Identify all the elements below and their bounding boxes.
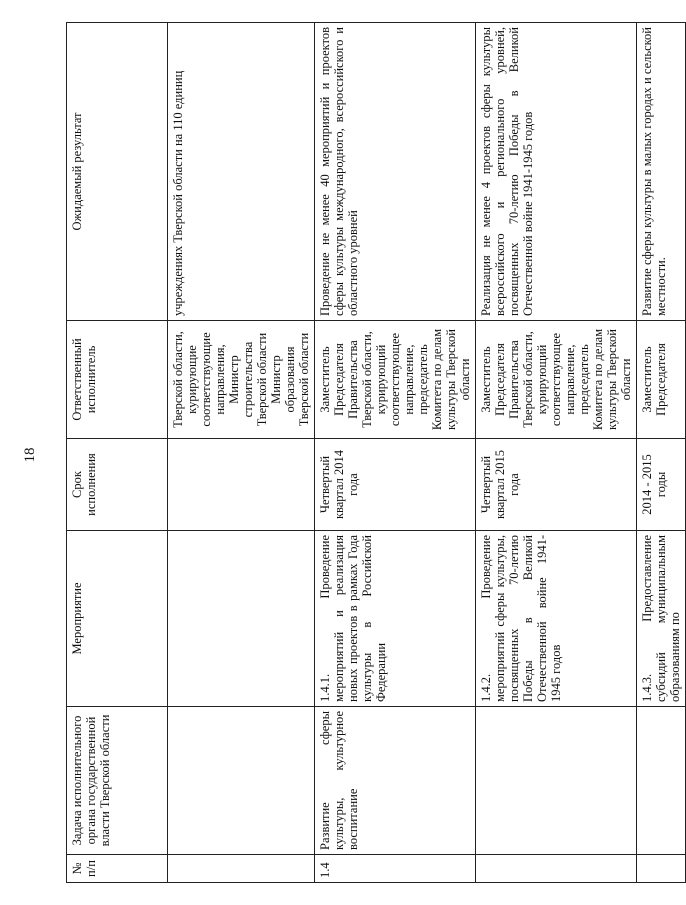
cell-result: учреждениях Тверской области на 110 единиц (168, 23, 315, 321)
cell-task (637, 707, 686, 855)
header-term: Срок исполнения (67, 439, 168, 531)
cell-executor: Заместитель Председателя (637, 321, 686, 439)
header-task: Задача исполнительного органа государственной власти Тверской области (67, 707, 168, 855)
table-row (168, 23, 315, 883)
cell-event: 1.4.3. Предоставление субсидий муниципальным образованиям по (637, 531, 686, 707)
cell-num (637, 855, 686, 883)
table-row (476, 23, 637, 883)
cell-term: 2014 - 2015 годы (637, 439, 686, 531)
cell-result: Развитие сферы культуры в малых городах и сельской местности. (637, 23, 686, 321)
header-executor: Ответственный исполнитель (67, 321, 168, 439)
cell-event: 1.4.1. Проведение мероприятий и реализация новых проектов в рамках Года культуры в Российской Федерации (315, 531, 476, 707)
activities-table (66, 22, 686, 883)
cell-num (476, 855, 637, 883)
cell-executor: Тверской области, курирующие соответствующие направления, Министр строительства Тверской области Министр образования Тверской области (168, 321, 315, 439)
header-event: Мероприятие (67, 531, 168, 707)
cell-event: 1.4.2. Проведение мероприятий сферы культуры, посвященных 70-летию Победы в Великой Отечественной войне 1941-1945 годов (476, 531, 637, 707)
cell-term: Четвертый квартал 2015 года (476, 439, 637, 531)
cell-term (168, 439, 315, 531)
cell-result: Проведение не менее 40 мероприятий и проектов сферы культуры международного, всероссийского и областного уровней (315, 23, 476, 321)
cell-executor: Заместитель Председателя Правительства Тверской области, курирующий соответствующее направление, председатель Комитета по делам культуры Тверской области (476, 321, 637, 439)
cell-num (168, 855, 315, 883)
header-num: № п/п (67, 855, 168, 883)
cell-executor: Заместитель Председателя Правительства Тверской области, курирующий соответствующее направление, председатель Комитета по делам культуры Тверской области (315, 321, 476, 439)
cell-term: Четвертый квартал 2014 года (315, 439, 476, 531)
page-number: 18 (22, 447, 38, 463)
cell-task: Развитие сферы культуры, культурное воспитание (315, 707, 476, 855)
rotated-table-wrapper (66, 23, 682, 883)
cell-task (168, 707, 315, 855)
cell-task (476, 707, 637, 855)
table-row (637, 23, 686, 883)
header-result: Ожидаемый результат (67, 23, 168, 321)
cell-result: Реализация не менее 4 проектов сферы культуры всероссийского и регионального уровней, посвященных 70-летию Победы в Великой Отечественной войне 1941-1945 годов (476, 23, 637, 321)
cell-num: 1.4 (315, 855, 476, 883)
cell-event (168, 531, 315, 707)
table-header-row (67, 23, 168, 883)
table-row (315, 23, 476, 883)
